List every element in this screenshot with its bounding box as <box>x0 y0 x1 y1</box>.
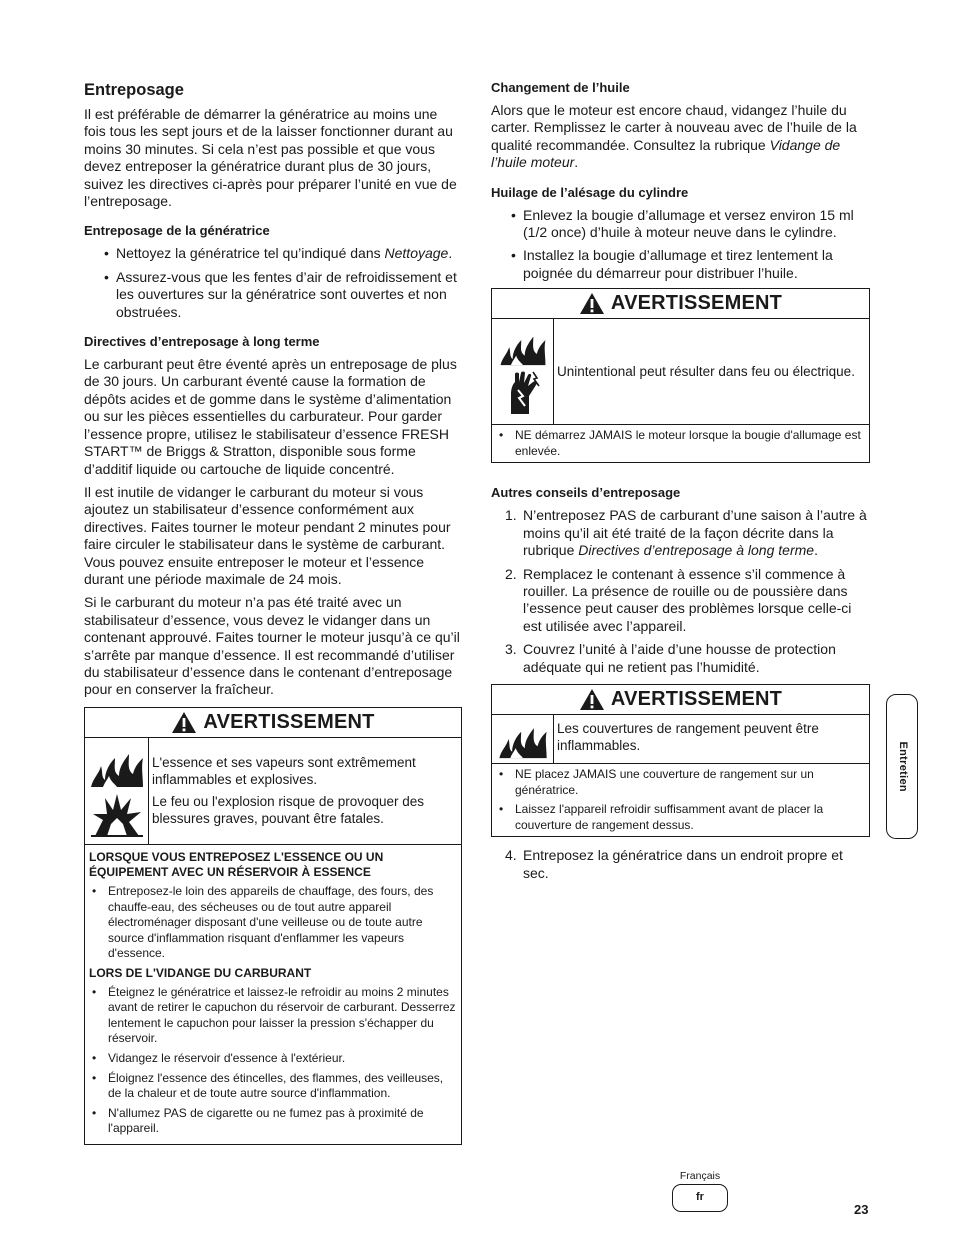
list-item: 4. Entreposez la génératrice dans un endroit propre et sec. <box>505 847 843 881</box>
generator-storage-list <box>84 245 462 321</box>
language-badge <box>672 1184 728 1212</box>
electric-shock-icon <box>503 370 543 416</box>
left-column <box>84 80 462 1145</box>
side-tab-label: Entretien <box>896 741 909 792</box>
list-item: • Installez la bougie d’allumage et tirez lentement la poignée du démarreur pour distribuer l’huile. <box>491 247 870 282</box>
explosion-icon <box>89 792 145 838</box>
list-item: • Enlevez la bougie d’allumage et versez environ 15 ml (1/2 once) d’huile à moteur neuve dans le cylindre. <box>491 207 870 242</box>
warning-header <box>492 685 869 715</box>
fire-icon <box>497 719 549 759</box>
warning-caption: LORS DE L'VIDANGE DU CARBURANT <box>89 965 312 980</box>
ref-nettoyage: Nettoyage <box>384 245 449 262</box>
warning-title: AVERTISSEMENT <box>203 710 375 733</box>
long-term-p1: Le carburant peut être éventé après un entreposage de plus de 30 jours. Un carburant éventé cause la formation de dépôts acides et de gomme dans le système d’alimentation ou sur les pièces essentielles du carburateur. Pour garder l’essence propre, utilisez le stabilisateur d’essence FRESH START™ de Briggs & Stratton, disponible sous forme d’additif liquide ou cartouche de liquide concentré. <box>84 356 457 477</box>
list-item: • Vidangez le réservoir d'essence à l'extérieur. <box>89 1051 457 1067</box>
language-code: fr <box>696 1191 704 1204</box>
other-tips-list-cont <box>491 847 870 882</box>
warning-triangle-icon <box>579 292 605 315</box>
other-tips-list <box>491 507 870 676</box>
list-item: 2. Remplacez le contenant à essence s’il commence à rouiller. La présence de rouille ou de poussière dans l’essence peut causer des problèmes lorsque celle-ci est utilisée avec l’appareil. <box>505 565 852 634</box>
heading-oil-change: Changement de l’huile <box>491 80 630 95</box>
warning-box-fuel <box>84 707 462 1145</box>
long-term-p2: Il est inutile de vidanger le carburant du moteur si vous ajoutez un stabilisateur d’essence conformément aux directives. Faites tourner le moteur pendant 2 minutes pour faire circuler le stabilisateur dans le système de carburant. Vous pouvez ensuite entreposer le moteur et l’essence durant une période maximale de 24 mois. <box>84 483 451 587</box>
warning-title: AVERTISSEMENT <box>610 687 783 710</box>
long-term-p3: Si le carburant du moteur n’a pas été traité avec un stabilisateur d’essence, vous devez le vidanger dans un contenant approuvé. Faites tourner le moteur jusqu’à ce qu’il s’arrête par manque d’essence. Il est recommandé d’utiliser du stabilisateur d’essence dans le contenant d’entreposage pour en conserver la fraîcheur. <box>84 594 460 698</box>
list-item: • N'allumez PAS de cigarette ou ne fumez pas à proximité de l'appareil. <box>89 1106 457 1137</box>
warning-triangle-icon <box>579 688 605 711</box>
fire-icon <box>498 328 548 366</box>
ref-vidange: Vidange de l’huile moteur <box>491 136 841 171</box>
list-item: 3. Couvrez l’unité à l’aide d’une housse de protection adéquate qui ne retient pas l’humidité. <box>505 641 836 675</box>
page-number: 23 <box>854 1202 869 1217</box>
fire-icon <box>89 744 145 788</box>
ref-long-term: Directives d’entreposage à long terme <box>578 542 815 559</box>
warning-caption: LORSQUE VOUS ENTREPOSEZ L'ESSENCE OU UN ÉQUIPEMENT AVEC UN RÉSERVOIR À ESSENCE <box>89 849 384 880</box>
warning-text: Les couvertures de rangement peuvent être inflammables. <box>557 721 819 754</box>
list-item: • Laissez l'appareil refroidir suffisamment avant de placer la couverture de rangement dessus. <box>496 802 865 833</box>
warning-triangle-icon <box>171 711 197 734</box>
list-item: • Assurez-vous que les fentes d’air de refroidissement et les ouvertures sur la génératrice sont ouvertes et non obstruées. <box>84 269 462 321</box>
list-item: 1. N’entreposez PAS de carburant d’une saison à l’autre à moins qu’il ait été traité de la façon décrite dans la rubrique Directives d’entreposage à long terme. <box>505 507 867 559</box>
section-side-tab <box>886 694 918 839</box>
heading-generator-storage: Entreposage de la génératrice <box>84 223 270 239</box>
list-item: • NE démarrez JAMAIS le moteur lorsque la bougie d'allumage est enlevée. <box>496 428 865 459</box>
warning-text: Unintentional peut résulter dans feu ou électrique. <box>557 364 855 380</box>
section-title-storage: Entreposage <box>84 81 184 99</box>
list-item: • Éloignez l'essence des étincelles, des flammes, des veilleuses, de la chaleur et de toute autre source d'inflammation. <box>89 1071 457 1102</box>
warning-title: AVERTISSEMENT <box>610 292 783 315</box>
list-item: • NE placez JAMAIS une couverture de rangement sur un génératrice. <box>496 767 865 798</box>
list-item: • Éteignez le génératrice et laissez-le refroidir au moins 2 minutes avant de retirer le capuchon du réservoir de carburant. Desserrez lentement le capuchon pour laisser la pression s'échapper du réservoir. <box>89 985 457 1047</box>
warning-box-cover <box>491 684 870 837</box>
warning-text: L'essence et ses vapeurs sont extrêmement inflammables et explosives. <box>152 755 416 788</box>
storage-intro: Il est préférable de démarrer la génératrice au moins une fois tous les sept jours et de la laisser fonctionner durant au moins 30 minutes. Si cela n’est pas possible et que vous devez entreposer la génératrice durant plus de 30 jours, suivez les directives ci-après pour préparer l’unité en vue de l’entreposage. <box>84 106 457 210</box>
cylinder-list <box>491 207 870 283</box>
list-item: • Entreposez-le loin des appareils de chauffage, des fours, des chauffe-eau, des sécheuses ou de tout autre appareil électroménager disposant d'une veilleuse ou de toute autre source d'inflammation risquant d'enflammer les vapeurs d'essence. <box>89 884 457 962</box>
language-label: Français <box>679 1170 721 1182</box>
list-item: • Nettoyez la génératrice tel qu’indiqué dans Nettoyage. <box>84 245 462 262</box>
right-column <box>491 80 870 888</box>
warning-header <box>492 289 869 319</box>
warning-text: Le feu ou l'explosion risque de provoquer des blessures graves, pouvant être fatales. <box>152 794 425 827</box>
warning-box-spark <box>491 288 870 463</box>
heading-cylinder: Huilage de l’alésage du cylindre <box>491 184 689 200</box>
warning-header <box>85 708 461 738</box>
heading-other-tips: Autres conseils d’entreposage <box>491 485 681 501</box>
heading-long-term: Directives d’entreposage à long terme <box>84 334 320 350</box>
oil-change-text: Alors que le moteur est encore chaud, vidangez l’huile du carter. Remplissez le carter à nouveau avec de l’huile de la qualité recommandée. Consultez la rubrique Vidange de l’huile moteur. <box>491 102 857 171</box>
